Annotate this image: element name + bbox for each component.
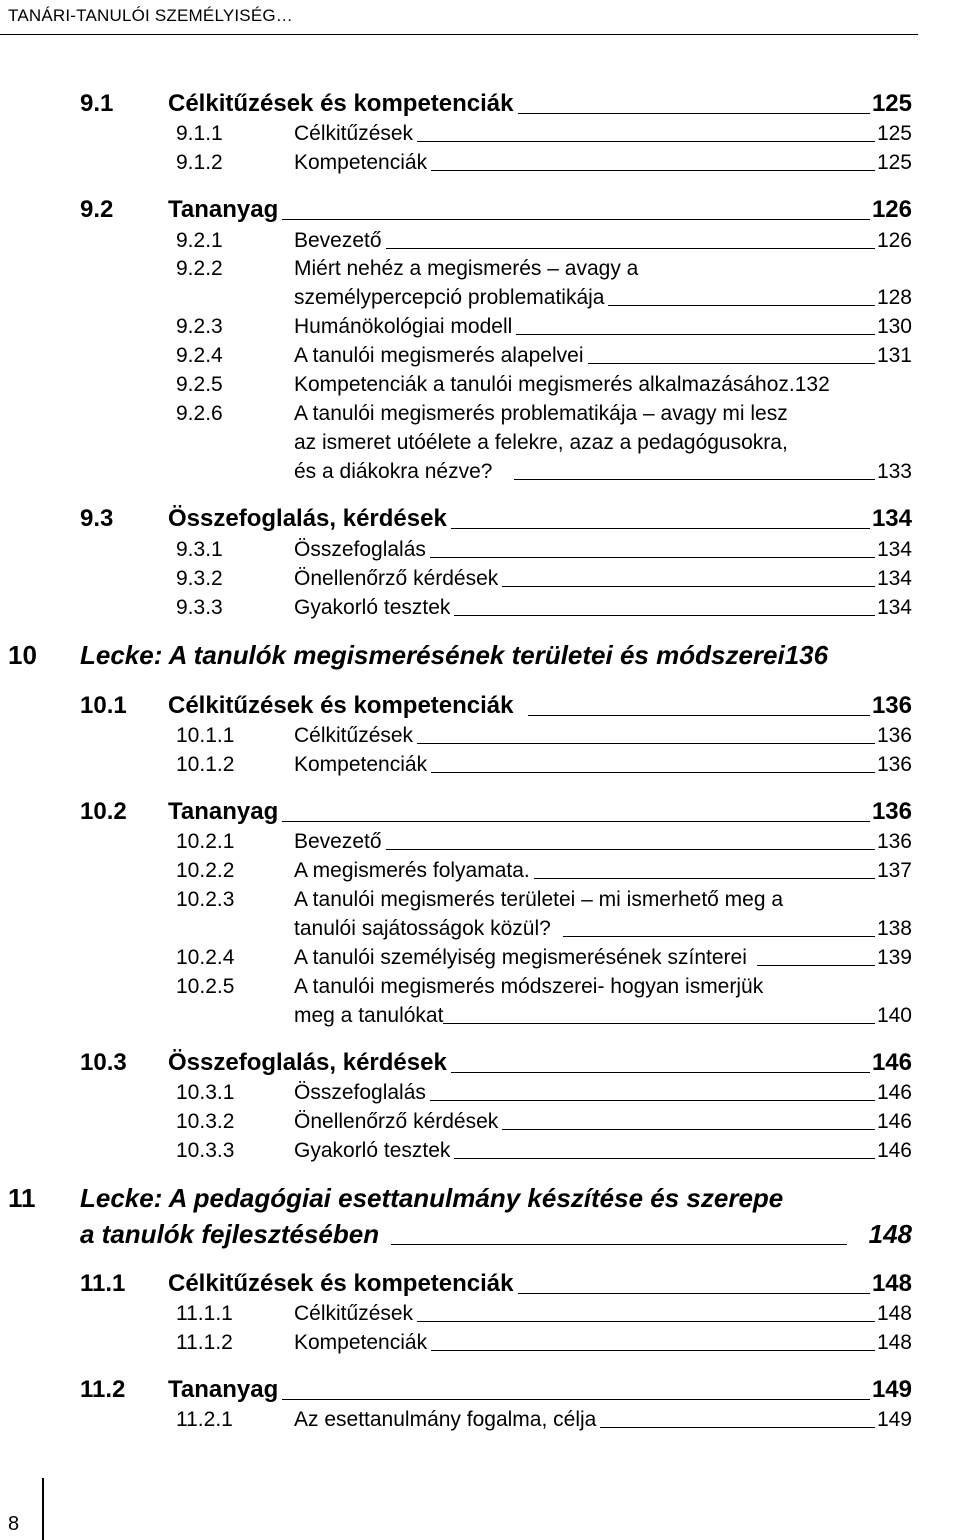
toc-leader: [430, 1100, 875, 1101]
toc-page: 139: [876, 946, 912, 969]
toc-number: 9.2.3: [176, 315, 223, 338]
toc-leader: [588, 363, 875, 364]
toc-entry-10-2-3-line1[interactable]: [176, 888, 912, 912]
toc-leader: [431, 772, 875, 773]
toc-title: A tanulói megismerés módszerei- hogyan ismerjük: [294, 975, 764, 998]
toc-leader: [391, 1244, 847, 1245]
toc-number: 10.3.2: [176, 1110, 235, 1133]
toc-number: 9.1: [80, 90, 114, 117]
toc-entry-11-1-1[interactable]: [176, 1302, 912, 1326]
toc-number: 9.1.1: [176, 122, 223, 145]
toc-page: 126: [871, 196, 912, 223]
toc-leader: [386, 248, 875, 249]
toc-title: Összefoglalás: [294, 538, 426, 561]
toc-page: 134: [871, 505, 912, 532]
toc-entry-10-2-1[interactable]: [176, 830, 912, 854]
toc-page: 136: [876, 753, 912, 776]
toc-title: és a diákokra nézve?: [294, 460, 493, 483]
toc-page: 126: [876, 229, 912, 252]
toc-page: 148: [868, 1219, 912, 1249]
toc-number: 9.2.2: [176, 257, 223, 280]
toc-leader: [563, 936, 875, 937]
toc-leader: [430, 557, 875, 558]
toc-title: Lecke: A tanulók megismerésének területei és módszerei: [80, 640, 785, 670]
toc-page: 136: [876, 724, 912, 747]
toc-leader: [518, 113, 870, 114]
toc-leader: [516, 334, 875, 335]
toc-page: 134: [876, 538, 912, 561]
toc-number: 11.2.1: [176, 1408, 233, 1431]
toc-entry-10-2[interactable]: [80, 798, 912, 826]
toc-entry-10-1[interactable]: [80, 692, 912, 720]
toc-page: 136: [871, 692, 912, 719]
toc-leader: [502, 1129, 875, 1130]
toc-entry-10-1-1[interactable]: [176, 724, 912, 748]
toc-leader: [417, 743, 875, 744]
toc-page: 132: [794, 373, 830, 396]
toc-leader: [534, 878, 875, 879]
toc-title: Tananyag: [168, 1376, 279, 1403]
toc-page: 146: [876, 1139, 912, 1162]
toc-page: 133: [876, 460, 912, 483]
toc-number: 9.1.2: [176, 151, 223, 174]
toc-page: 149: [876, 1408, 912, 1431]
toc-entry-9-2-2[interactable]: [176, 286, 912, 310]
toc-title: Célkitűzések és kompetenciák: [168, 692, 514, 719]
toc-entry-9-3-3[interactable]: [176, 596, 912, 620]
toc-page: 140: [876, 1004, 912, 1027]
toc-leader: [431, 170, 875, 171]
toc-leader: [528, 715, 870, 716]
toc-page: 134: [876, 596, 912, 619]
toc-page: 146: [876, 1081, 912, 1104]
toc-number: 9.2.1: [176, 229, 223, 252]
toc-entry-10-3-2[interactable]: [176, 1110, 912, 1134]
toc-title: Önellenőrző kérdések: [294, 1110, 499, 1133]
toc-title: Célkitűzések: [294, 724, 414, 747]
toc-title: A tanulói megismerés alapelvei: [294, 344, 584, 367]
toc-title: Tananyag: [168, 798, 279, 825]
toc-title: Célkitűzések és kompetenciák: [168, 90, 514, 117]
toc-number: 11.2: [80, 1376, 126, 1403]
toc-lesson-11[interactable]: [8, 1219, 912, 1250]
toc-title: A tanulói megismerés területei – mi ismerhető meg a: [294, 888, 784, 911]
toc-leader: [443, 1023, 875, 1024]
toc-title: Kompetenciák a tanulói megismerés alkalmazásához.: [294, 373, 795, 396]
toc-page: 148: [876, 1331, 912, 1354]
toc-page: 136: [876, 830, 912, 853]
toc-entry-9-1-1[interactable]: [176, 122, 912, 146]
toc-number: 9.3.1: [176, 538, 223, 561]
toc-title: A tanulói megismerés problematikája – avagy mi lesz: [294, 402, 788, 425]
toc-title: Célkitűzések: [294, 1302, 414, 1325]
toc-title: Az esettanulmány fogalma, célja: [294, 1408, 597, 1431]
toc-leader: [451, 1072, 870, 1073]
toc-entry-9-2-4[interactable]: [176, 344, 912, 368]
toc-number: 9.2: [80, 196, 114, 223]
toc-entry-11-1[interactable]: [80, 1270, 912, 1298]
toc-title: Összefoglalás: [294, 1081, 426, 1104]
toc-leader: [386, 849, 875, 850]
toc-entry-10-2-5-line1[interactable]: [176, 975, 912, 999]
toc-number: 9.3.2: [176, 567, 223, 590]
toc-number: 10.2.4: [176, 946, 235, 969]
toc-entry-11-2[interactable]: [80, 1376, 912, 1404]
toc-page: 130: [876, 315, 912, 338]
toc-entry-10-2-2[interactable]: [176, 859, 912, 883]
toc-number: 10.3.3: [176, 1139, 235, 1162]
toc-title: Lecke: A pedagógiai esettanulmány készítése és szerepe: [80, 1183, 784, 1213]
toc-number: 10.1.1: [176, 724, 235, 747]
toc-page: 128: [876, 286, 912, 309]
toc-leader: [514, 479, 874, 480]
toc-entry-10-3[interactable]: [80, 1049, 912, 1077]
toc-title: Bevezető: [294, 229, 382, 252]
toc-entry-10-2-4[interactable]: [176, 946, 912, 970]
toc-title: Összefoglalás, kérdések: [168, 505, 447, 532]
toc-number: 9.2.5: [176, 373, 223, 396]
toc-page: 136: [784, 640, 829, 670]
toc-page: 134: [876, 567, 912, 590]
toc-number: 10.2: [80, 798, 127, 825]
toc-number: 11.1.1: [176, 1302, 233, 1325]
toc-entry-10-1-2[interactable]: [176, 753, 912, 777]
toc-leader: [502, 586, 875, 587]
toc-title: Kompetenciák: [294, 1331, 428, 1354]
toc-page: 136: [871, 798, 912, 825]
toc-entry-11-1-2[interactable]: [176, 1331, 912, 1355]
toc-number: 11: [8, 1183, 36, 1213]
toc-leader: [454, 1158, 875, 1159]
toc-page: 138: [876, 917, 912, 940]
toc-leader: [417, 141, 875, 142]
toc-page: 125: [871, 90, 912, 117]
toc-number: 10.2.2: [176, 859, 235, 882]
toc-title: Humánökológiai modell: [294, 315, 513, 338]
toc-number: 9.3: [80, 505, 114, 532]
toc-title: Célkitűzések és kompetenciák: [168, 1270, 514, 1297]
toc-title: Miért nehéz a megismerés – avagy a: [294, 257, 639, 280]
toc-entry-9-2-1[interactable]: [176, 229, 912, 253]
toc-entry-10-2-5[interactable]: [176, 1004, 912, 1028]
toc-title: tanulói sajátosságok közül?: [294, 917, 551, 940]
toc-title: az ismeret utóélete a felekre, azaz a pedagógusokra,: [294, 431, 788, 454]
toc-leader: [518, 1293, 870, 1294]
toc-entry-10-3-3[interactable]: [176, 1139, 912, 1163]
toc-number: 10.2.3: [176, 888, 235, 911]
toc-page: 125: [876, 122, 912, 145]
toc-lesson-10[interactable]: [8, 640, 958, 671]
toc-entry-9-3-2[interactable]: [176, 567, 912, 591]
toc-number: 10.2.5: [176, 975, 235, 998]
toc-number: 10: [8, 640, 37, 670]
toc-entry-10-3-1[interactable]: [176, 1081, 912, 1105]
page-number: 8: [8, 1513, 20, 1535]
toc-leader: [417, 1321, 875, 1322]
running-header-title: TANÁRI-TANULÓI SZEMÉLYISÉG…: [8, 6, 293, 25]
toc-title: Bevezető: [294, 830, 382, 853]
toc-entry-9-2-6[interactable]: [176, 460, 912, 484]
toc-page: 148: [871, 1270, 912, 1297]
toc-number: 11.1: [80, 1270, 126, 1297]
toc-title: Tananyag: [168, 196, 279, 223]
toc-number: 9.2.4: [176, 344, 223, 367]
toc-number: 10.3.1: [176, 1081, 235, 1104]
toc-page: 137: [876, 859, 912, 882]
toc-page: 149: [871, 1376, 912, 1403]
toc-title: Összefoglalás, kérdések: [168, 1049, 447, 1076]
toc-page: 146: [876, 1110, 912, 1133]
toc-entry-11-2-1[interactable]: [176, 1408, 912, 1432]
toc-entry-9-3-1[interactable]: [176, 538, 912, 562]
toc-entry-9-2[interactable]: [80, 196, 912, 224]
toc-entry-9-3[interactable]: [80, 505, 912, 533]
toc-number: 10.1.2: [176, 753, 235, 776]
toc-title: Célkitűzések: [294, 122, 414, 145]
toc-title: meg a tanulókat: [294, 1004, 444, 1027]
toc-title: Kompetenciák: [294, 753, 428, 776]
toc-title: Gyakorló tesztek: [294, 1139, 451, 1162]
toc-number: 10.1: [80, 692, 127, 719]
toc-title: Önellenőrző kérdések: [294, 567, 499, 590]
toc-entry-9-2-5[interactable]: [176, 373, 912, 397]
toc-entry-10-2-3[interactable]: [176, 917, 912, 941]
toc-entry-9-2-2-line1[interactable]: [176, 257, 912, 281]
toc-entry-9-2-6-line2[interactable]: [176, 431, 912, 455]
toc-leader: [431, 1350, 875, 1351]
toc-leader: [608, 305, 874, 306]
toc-page: 131: [876, 344, 912, 367]
toc-number: 9.2.6: [176, 402, 223, 425]
toc-title: Kompetenciák: [294, 151, 428, 174]
toc-title: A tanulói személyiség megismerésének színterei: [294, 946, 747, 969]
toc-title: Gyakorló tesztek: [294, 596, 451, 619]
toc-page: 148: [876, 1302, 912, 1325]
toc-entry-9-2-3[interactable]: [176, 315, 912, 339]
toc-leader: [454, 615, 875, 616]
footer-divider: [42, 1478, 44, 1540]
toc-number: 11.1.2: [176, 1331, 233, 1354]
toc-title: a tanulók fejlesztésében: [80, 1219, 380, 1249]
toc-title: A megismerés folyamata.: [294, 859, 530, 882]
toc-entry-9-1[interactable]: [80, 90, 912, 118]
toc-page: 125: [876, 151, 912, 174]
toc-leader: [282, 219, 870, 220]
toc-number: 10.2.1: [176, 830, 235, 853]
toc-leader: [282, 1399, 870, 1400]
toc-number: 9.3.3: [176, 596, 223, 619]
toc-leader: [600, 1427, 875, 1428]
toc-entry-9-2-6-line1[interactable]: [176, 402, 912, 426]
toc-title: személypercepció problematikája: [294, 286, 605, 309]
toc-number: 10.3: [80, 1049, 127, 1076]
toc-lesson-11-line1[interactable]: [8, 1183, 958, 1214]
toc-leader: [757, 965, 875, 966]
toc-leader: [282, 821, 870, 822]
toc-leader: [451, 528, 870, 529]
toc-page: 146: [871, 1049, 912, 1076]
toc-entry-9-1-2[interactable]: [176, 151, 912, 175]
